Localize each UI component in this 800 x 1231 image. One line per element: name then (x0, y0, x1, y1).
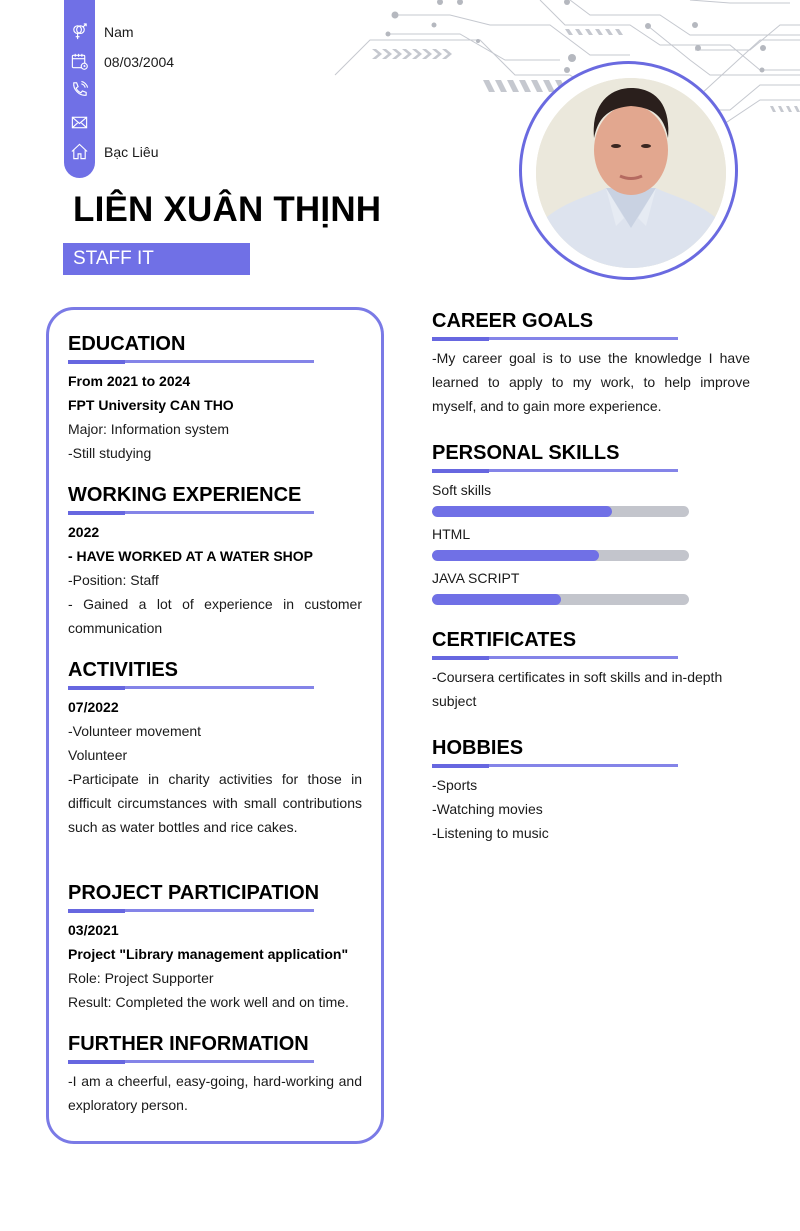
skill-fill (432, 550, 599, 561)
hobby-item: -Listening to music (432, 825, 549, 841)
hobbies-title: HOBBIES (432, 737, 524, 759)
projects-title: PROJECT PARTICIPATION (68, 882, 320, 904)
job-title-badge: STAFF IT (63, 243, 250, 275)
activities-detail: -Participate in charity activities for those in difficult circumstances with small contributions such as water bottles and rice cakes. (68, 771, 362, 835)
education-status: -Still studying (68, 445, 152, 461)
education-title: EDUCATION (68, 333, 186, 355)
birthdate-value: 08/03/2004 (104, 54, 175, 70)
project-role: Role: Project Supporter (68, 970, 214, 986)
experience-year: 2022 (68, 524, 100, 540)
certificates-divider (432, 656, 678, 659)
candidate-name: LIÊN XUÂN THỊNH (73, 190, 382, 229)
skills-divider (432, 469, 678, 472)
activities-date: 07/2022 (68, 699, 119, 715)
hobbies-divider (432, 764, 678, 767)
activities-line-2: Volunteer (68, 747, 128, 763)
skill-label-soft-skills: Soft skills (432, 482, 492, 498)
gender-icon (70, 22, 89, 41)
education-period: From 2021 to 2024 (68, 373, 191, 389)
hobby-item: -Watching movies (432, 801, 543, 817)
experience-detail: - Gained a lot of experience in customer communication (68, 596, 362, 636)
contact-sidebar (64, 0, 95, 178)
experience-position: -Position: Staff (68, 572, 159, 588)
activities-line-1: -Volunteer movement (68, 723, 202, 739)
experience-divider (68, 511, 314, 514)
career-goals-title: CAREER GOALS (432, 310, 594, 332)
activities-divider (68, 686, 314, 689)
education-school: FPT University CAN THO (68, 397, 234, 413)
avatar (536, 78, 726, 268)
further-text: -I am a cheerful, easy-going, hard-working and exploratory person. (68, 1073, 362, 1113)
calendar-icon (70, 52, 89, 71)
experience-heading: - HAVE WORKED AT A WATER SHOP (68, 548, 313, 564)
phone-icon (70, 80, 89, 99)
gender-value: Nam (104, 24, 134, 40)
email-icon (70, 113, 89, 132)
activities-title: ACTIVITIES (68, 659, 179, 681)
project-date: 03/2021 (68, 922, 119, 938)
certificates-title: CERTIFICATES (432, 629, 577, 651)
skills-title: PERSONAL SKILLS (432, 442, 620, 464)
education-divider (68, 360, 314, 363)
hobby-item: -Sports (432, 777, 478, 793)
skill-bar-javascript (432, 594, 689, 605)
skill-label-javascript: JAVA SCRIPT (432, 570, 520, 586)
education-major: Major: Information system (68, 421, 230, 437)
further-divider (68, 1060, 314, 1063)
project-name: Project "Library management application" (68, 946, 349, 962)
projects-divider (68, 909, 314, 912)
experience-title: WORKING EXPERIENCE (68, 484, 302, 506)
address-value: Bạc Liêu (104, 144, 159, 160)
skill-label-html: HTML (432, 526, 471, 542)
career-goals-text: -My career goal is to use the knowledge I have learned to apply to my work, to help improve myself, and to gain more experience. (432, 350, 750, 414)
certificates-text: -Coursera certificates in soft skills and in-depth subject (432, 669, 723, 709)
project-result: Result: Completed the work well and on time. (68, 994, 349, 1010)
skill-fill (432, 506, 612, 517)
skill-fill (432, 594, 561, 605)
further-title: FURTHER INFORMATION (68, 1033, 309, 1055)
skill-bar-soft-skills (432, 506, 689, 517)
skill-bar-html (432, 550, 689, 561)
home-icon (70, 142, 89, 161)
career-goals-divider (432, 337, 678, 340)
